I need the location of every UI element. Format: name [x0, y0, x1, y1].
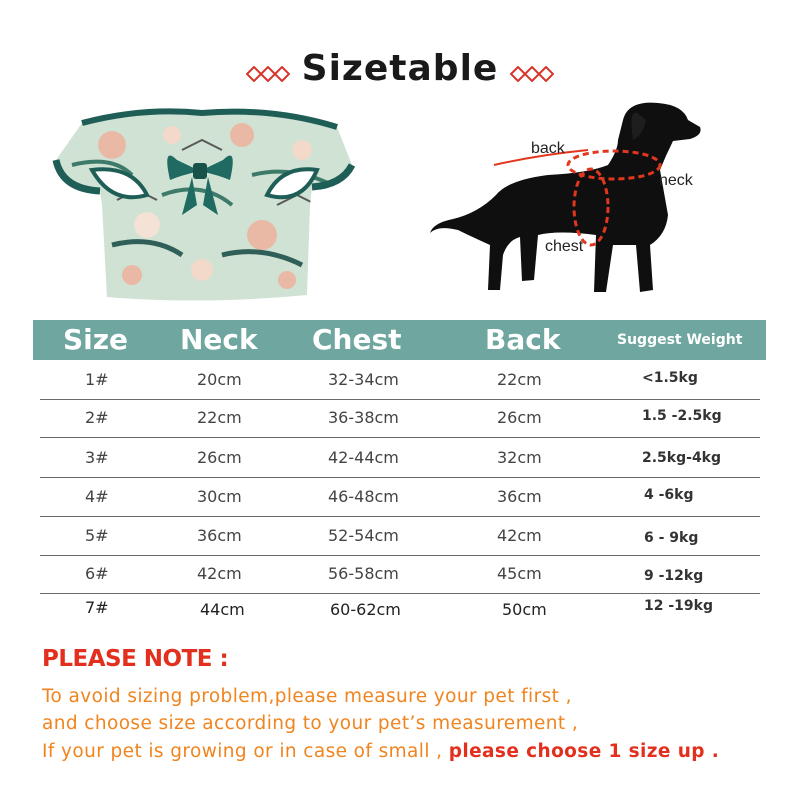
note-title: PLEASE NOTE : [42, 646, 229, 672]
neck-cell: 20cm [197, 370, 242, 389]
neck-cell: 44cm [200, 600, 245, 619]
back-cell: 45cm [497, 564, 542, 583]
note-line-3 [42, 741, 719, 762]
back-cell: 36cm [497, 487, 542, 506]
weight-cell: 1.5 -2.5kg [642, 408, 722, 424]
header-size: Size [63, 323, 129, 356]
weight-cell: <1.5kg [642, 370, 698, 386]
chest-cell: 32-34cm [328, 370, 399, 389]
neck-cell: 26cm [197, 448, 242, 467]
table-row [40, 362, 760, 400]
note-line-2: and choose size according to your pet’s measurement , [42, 713, 579, 734]
note-line-1: To avoid sizing problem,please measure your pet first , [42, 686, 572, 707]
chest-cell: 36-38cm [328, 408, 399, 427]
back-cell: 50cm [502, 600, 547, 619]
weight-cell: 12 -19kg [644, 598, 713, 614]
weight-cell: 9 -12kg [644, 568, 704, 584]
page-title: Sizetable [301, 48, 499, 89]
dog-measurement-diagram [428, 95, 718, 305]
neck-cell: 42cm [197, 564, 242, 583]
row-divider [40, 477, 760, 478]
neck-cell: 22cm [197, 408, 242, 427]
back-cell: 42cm [497, 526, 542, 545]
chest-cell: 42-44cm [328, 448, 399, 467]
product-shirt-image [52, 105, 357, 310]
back-cell: 26cm [497, 408, 542, 427]
chest-cell: 56-58cm [328, 564, 399, 583]
row-divider [40, 516, 760, 517]
table-row [40, 518, 760, 556]
chest-cell: 46-48cm [328, 487, 399, 506]
back-cell: 32cm [497, 448, 542, 467]
chest-cell: 60-62cm [330, 600, 401, 619]
note-size-up-emphasis: please choose 1 size up . [448, 741, 720, 762]
back-cell: 22cm [497, 370, 542, 389]
size-cell: 5# [85, 526, 109, 545]
size-cell: 3# [85, 448, 109, 467]
note-line-3-text: If your pet is growing or in case of small , [42, 741, 443, 762]
chest-cell: 52-54cm [328, 526, 399, 545]
neck-cell: 36cm [197, 526, 242, 545]
row-divider [40, 437, 760, 438]
header-neck: Neck [180, 323, 258, 356]
neck-cell: 30cm [197, 487, 242, 506]
size-cell: 1# [85, 370, 109, 389]
table-row [40, 440, 760, 478]
size-cell: 6# [85, 564, 109, 583]
weight-cell: 2.5kg-4kg [642, 450, 722, 466]
diamond-ornament-right-icon [510, 66, 554, 82]
table-row [40, 400, 760, 438]
size-cell: 7# [85, 598, 109, 617]
neck-label: neck [659, 172, 693, 189]
table-row [40, 556, 760, 594]
size-table-header [33, 320, 766, 360]
header-chest: Chest [312, 323, 402, 356]
size-cell: 4# [85, 487, 109, 506]
chest-label: chest [545, 238, 584, 255]
back-label: back [531, 140, 565, 157]
header-suggest-weight: Suggest Weight [617, 332, 743, 348]
weight-cell: 4 -6kg [644, 487, 694, 503]
weight-cell: 6 - 9kg [644, 530, 699, 546]
header-back: Back [485, 323, 561, 356]
table-row [40, 594, 760, 624]
table-row [40, 479, 760, 517]
title-section [0, 44, 800, 96]
size-cell: 2# [85, 408, 109, 427]
